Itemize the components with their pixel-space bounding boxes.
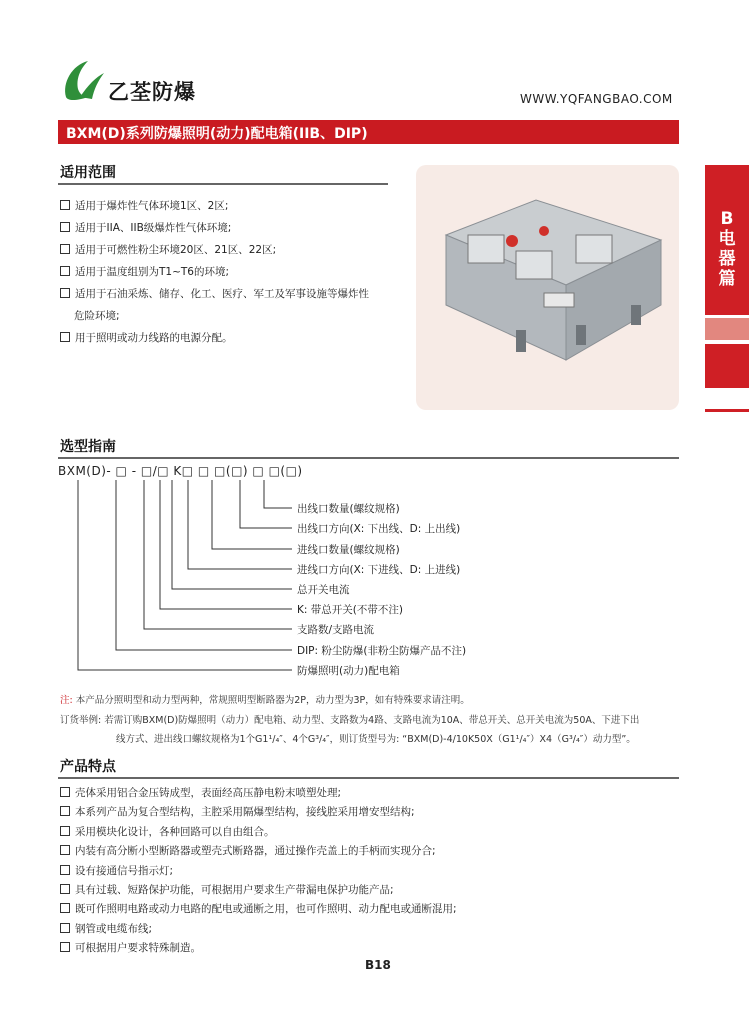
note-prefix: 注: [60,695,73,706]
list-item: 设有接通信号指示灯; [60,862,457,881]
brand-name: 乙荃防爆 [108,80,196,104]
order-example-line2: 线方式、进出线口螺纹规格为1个G1¹/₄″、4个G³/₄″，则订货型号为: “BXM(D)-4/10K50X（G1¹/₄″）X4（G³/₄″）动力型”。 [116,734,636,745]
note-text: 本产品分照明型和动力型两种，常规照明型断路器为2P，动力型为3P，如有特殊要求请注明。 [75,695,470,706]
list-item: 采用模块化设计，各种回路可以自由组合。 [60,823,457,842]
features-list [60,784,457,959]
list-item: 钢管或电缆布线; [60,920,457,939]
code-label: 进线口方向(X: 下进线、D: 上进线) [297,564,461,576]
code-label: 总开关电流 [297,584,350,596]
list-item: 内装有高分断小型断路器或塑壳式断路器，通过操作壳盖上的手柄而实现分合; [60,842,457,861]
list-item: 适用于爆炸性气体环境1区、2区; [60,195,369,217]
code-label: 出线口数量(螺纹规格) [297,503,400,515]
list-item: 用于照明或动力线路的电源分配。 [60,327,369,349]
scope-heading: 适用范围 [60,165,116,181]
features-rule [58,777,679,779]
list-item: 具有过载、短路保护功能，可根据用户要求生产带漏电保护功能产品; [60,881,457,900]
selection-heading: 选型指南 [60,439,116,455]
website-url[interactable]: WWW.YQFANGBAO.COM [520,92,673,106]
list-item: 既可作照明电路或动力电路的配电或通断之用，也可作照明、动力配电或通断混用; [60,900,457,919]
code-label: 出线口方向(X: 下出线、D: 上出线) [297,523,461,535]
list-item: 适用于IIA、IIB级爆炸性气体环境; [60,217,369,239]
model-code: BXM(D)- □ - □/□ K□ □ □(□) □ □(□) [58,464,303,478]
order-example-line1: 订货举例: 若需订购BXM(D)防爆照明（动力）配电箱、动力型、支路数为4路、支路电流为10A、带总开关、总开关电流为50A、下进下出 [60,715,640,726]
list-item: 适用于石油采炼、储存、化工、医疗、军工及军事设施等爆炸性 [60,283,369,305]
list-item: 适用于温度组别为T1~T6的环境; [60,261,369,283]
page-title: BXM(D)系列防爆照明(动力)配电箱(IIB、DIP) [66,126,368,142]
list-item: 壳体采用铝合金压铸成型，表面经高压静电粉末喷塑处理; [60,784,457,803]
note [60,692,470,706]
code-label: 进线口数量(螺纹规格) [297,544,400,556]
side-tab-char-3: 篇 [718,269,736,289]
list-item: 适用于可燃性粉尘环境20区、21区、22区; [60,239,369,261]
list-item: 可根据用户要求特殊制造。 [60,939,457,958]
side-tab-char-1: 电 [718,229,736,249]
code-label: 支路数/支路电流 [297,624,375,636]
page-number: B18 [365,958,391,972]
list-item-cont: 危险环境; [74,310,120,322]
code-label: K: 带总开关(不带不注) [297,604,403,616]
side-tab-char-2: 器 [718,249,736,269]
code-label: DIP: 粉尘防爆(非粉尘防爆产品不注) [297,645,467,657]
list-item: 本系列产品为复合型结构，主腔采用隔爆型结构，接线腔采用增安型结构; [60,803,457,822]
code-label: 防爆照明(动力)配电箱 [297,665,400,677]
features-heading: 产品特点 [60,759,116,775]
side-tab-letter: B [720,209,734,229]
